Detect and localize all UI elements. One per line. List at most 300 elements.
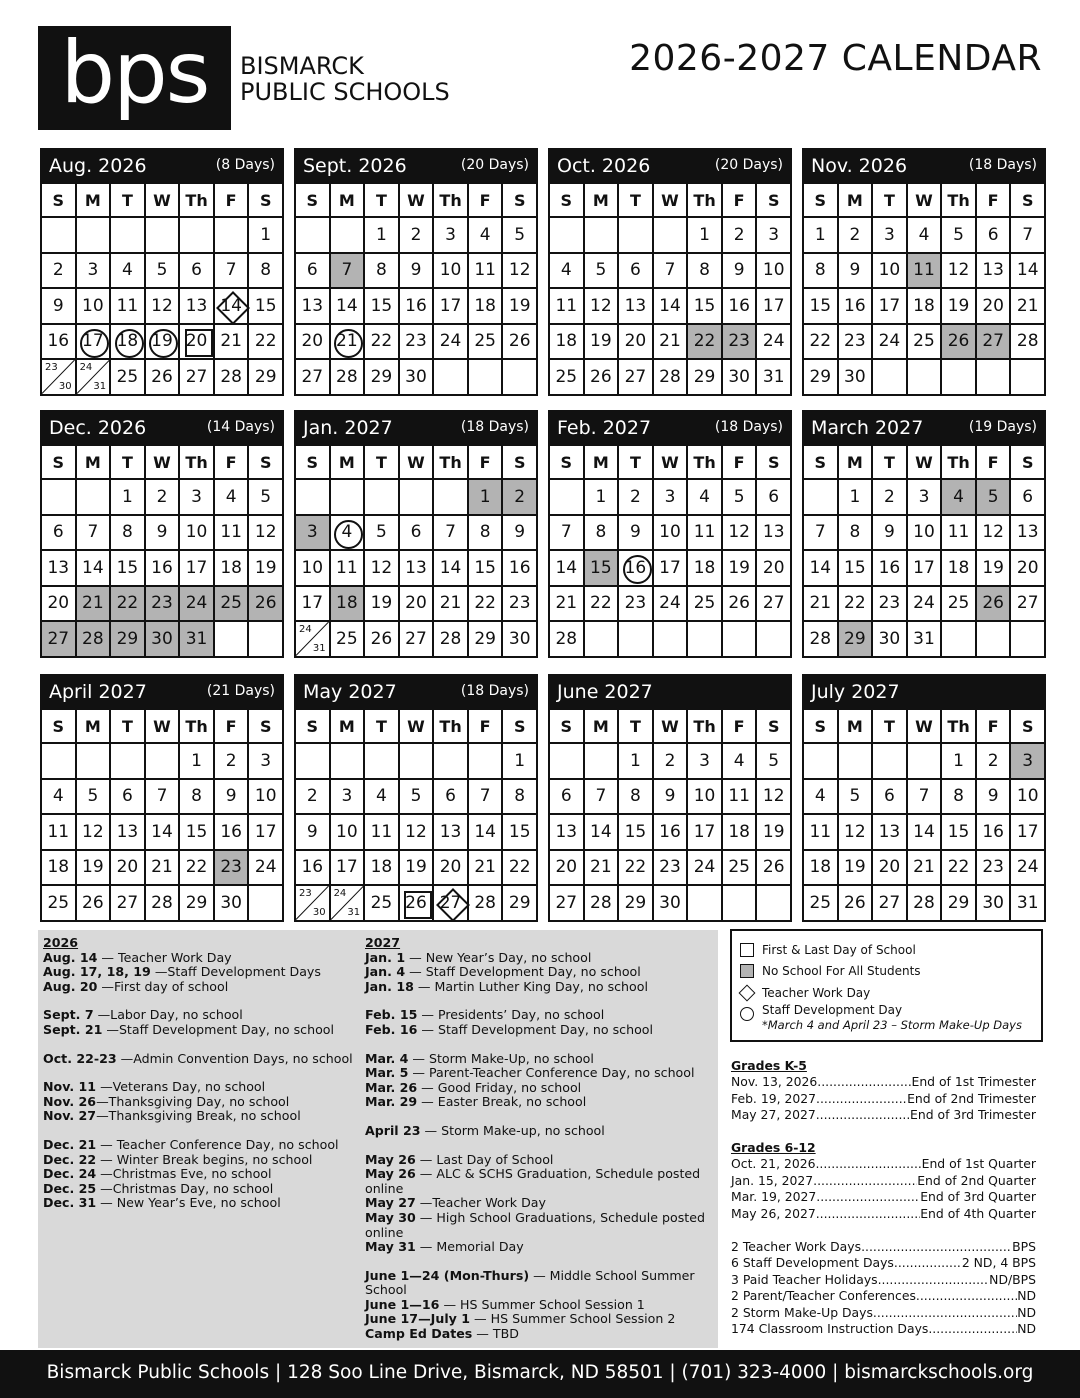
day-cell: 2 bbox=[215, 744, 250, 780]
event-date: Camp Ed Dates bbox=[365, 1326, 473, 1342]
dot-leader bbox=[873, 1305, 1017, 1321]
day-cell: 23 bbox=[873, 587, 908, 623]
day-cell: 24 bbox=[873, 325, 908, 361]
event-line bbox=[43, 1008, 363, 1023]
day-cell: 13 bbox=[42, 551, 77, 587]
day-cell: 27 bbox=[977, 325, 1012, 361]
day-cell: 27 bbox=[111, 886, 146, 922]
terms-label: End of 4th Quarter bbox=[920, 1205, 1036, 1221]
day-cell: 16 bbox=[619, 551, 654, 587]
day-cell: 1 bbox=[585, 480, 620, 516]
day-cell: 16 bbox=[42, 325, 77, 361]
day-cell: 10 bbox=[331, 815, 366, 851]
day-cell: 6 bbox=[977, 218, 1012, 254]
day-cell: 17 bbox=[180, 551, 215, 587]
empty-cell bbox=[331, 744, 366, 780]
day-cell: 5 bbox=[585, 254, 620, 290]
day-cell: 18 bbox=[42, 851, 77, 887]
weekday-header: Th bbox=[180, 710, 215, 744]
event-date: Dec. 21 bbox=[43, 1136, 97, 1152]
event-text: —Thanksgiving Day, no school bbox=[96, 1093, 290, 1109]
terms-label: End of 2nd Quarter bbox=[917, 1172, 1036, 1188]
month-name: May 2027 bbox=[303, 681, 397, 703]
empty-cell bbox=[434, 744, 469, 780]
empty-cell bbox=[434, 480, 469, 516]
month-header bbox=[548, 410, 792, 444]
day-cell: 11 bbox=[804, 815, 839, 851]
weekday-header: S bbox=[42, 184, 77, 218]
event-date: May 30 bbox=[365, 1209, 416, 1225]
day-cell: 22 bbox=[942, 851, 977, 887]
day-number: 31 bbox=[312, 642, 326, 654]
events-year: 2026 bbox=[43, 935, 79, 950]
spacer bbox=[43, 994, 363, 1008]
day-cell: 23 bbox=[839, 325, 874, 361]
weekday-header: F bbox=[215, 446, 250, 480]
day-cell: 8 bbox=[688, 254, 723, 290]
day-cell: 4 bbox=[331, 516, 366, 552]
event-date: Jan. 1 bbox=[365, 949, 406, 965]
day-cell: 20 bbox=[550, 851, 585, 887]
day-cell: 1 bbox=[180, 744, 215, 780]
terms-row bbox=[731, 1156, 1036, 1172]
weekday-header: T bbox=[873, 446, 908, 480]
spacer bbox=[365, 1255, 710, 1269]
day-cell: 22 bbox=[365, 325, 400, 361]
event-line bbox=[43, 951, 363, 966]
terms-label: BPS bbox=[1012, 1239, 1036, 1254]
empty-cell bbox=[977, 622, 1012, 658]
day-cell: 16 bbox=[146, 551, 181, 587]
event-line bbox=[43, 1167, 363, 1182]
event-text: — Staff Development Day, no school bbox=[405, 964, 641, 980]
event-line bbox=[365, 1095, 710, 1110]
day-cell: 7 bbox=[550, 516, 585, 552]
day-cell: 11 bbox=[908, 254, 943, 290]
month-header bbox=[294, 148, 538, 182]
day-cell: 7 bbox=[804, 516, 839, 552]
event-date: Nov. 11 bbox=[43, 1079, 97, 1095]
day-cell: 30 bbox=[977, 886, 1012, 922]
day-cell: 11 bbox=[365, 815, 400, 851]
event-line bbox=[365, 1196, 710, 1211]
terms-row bbox=[731, 1107, 1036, 1123]
day-cell: 12 bbox=[757, 780, 792, 816]
weekday-header: Th bbox=[688, 710, 723, 744]
event-line bbox=[365, 1298, 710, 1313]
gray-square-icon bbox=[740, 964, 754, 978]
day-cell: 12 bbox=[503, 254, 538, 290]
month-day-count: (19 Days) bbox=[968, 419, 1037, 435]
day-cell: 31 bbox=[180, 622, 215, 658]
weekday-header: M bbox=[77, 446, 112, 480]
day-cell: 7 bbox=[146, 780, 181, 816]
day-cell: 5 bbox=[839, 780, 874, 816]
terms-date: Mar. 19, 2027 bbox=[731, 1189, 817, 1205]
day-cell: 14 bbox=[585, 815, 620, 851]
event-line bbox=[365, 1153, 710, 1168]
page-title: 2026-2027 CALENDAR bbox=[629, 38, 1042, 79]
day-cell: 22 bbox=[619, 851, 654, 887]
event-date: May 31 bbox=[365, 1239, 416, 1255]
event-date: Mar. 29 bbox=[365, 1094, 418, 1110]
day-cell: 24 bbox=[757, 325, 792, 361]
day-cell: 27 bbox=[434, 886, 469, 922]
event-line bbox=[365, 1240, 710, 1255]
empty-cell bbox=[619, 622, 654, 658]
day-cell: 26 bbox=[839, 886, 874, 922]
day-cell: 6 bbox=[550, 780, 585, 816]
weekday-header: S bbox=[1011, 184, 1046, 218]
dot-leader bbox=[816, 1107, 910, 1123]
weekday-header: S bbox=[503, 446, 538, 480]
legend-note: *March 4 and April 23 – Storm Make-Up Days bbox=[762, 1017, 1022, 1032]
day-cell: 14 bbox=[146, 815, 181, 851]
terms-row bbox=[731, 1206, 1036, 1222]
day-cell: 21 bbox=[331, 325, 366, 361]
day-cell: 16 bbox=[839, 289, 874, 325]
day-cell: 13 bbox=[1011, 516, 1046, 552]
event-line bbox=[365, 1327, 710, 1342]
event-text: — Memorial Day bbox=[415, 1239, 524, 1255]
day-cell: 22 bbox=[839, 587, 874, 623]
day-cell: 7 bbox=[331, 254, 366, 290]
events-year: 2027 bbox=[365, 935, 401, 950]
day-cell: 31 bbox=[757, 360, 792, 396]
terms-date: 6 Staff Development Days bbox=[731, 1255, 894, 1271]
empty-cell bbox=[400, 744, 435, 780]
day-cell: 23 bbox=[400, 325, 435, 361]
empty-cell bbox=[688, 622, 723, 658]
day-cell: 24 bbox=[180, 587, 215, 623]
day-cell: 18 bbox=[365, 851, 400, 887]
month-grid bbox=[40, 708, 284, 922]
weekday-header: T bbox=[619, 710, 654, 744]
day-cell: 2 bbox=[839, 218, 874, 254]
day-cell: 23 bbox=[503, 587, 538, 623]
terms-label: End of 1st Trimester bbox=[911, 1074, 1036, 1090]
dot-leader bbox=[817, 1074, 911, 1090]
day-cell: 18 bbox=[111, 325, 146, 361]
day-cell: 6 bbox=[1011, 480, 1046, 516]
day-cell: 15 bbox=[942, 815, 977, 851]
day-cell: 9 bbox=[400, 254, 435, 290]
month-header bbox=[548, 674, 792, 708]
empty-cell bbox=[503, 360, 538, 396]
day-cell: 18 bbox=[331, 587, 366, 623]
day-cell: 20 bbox=[400, 587, 435, 623]
day-cell: 21 bbox=[1011, 289, 1046, 325]
day-cell: 26 bbox=[365, 622, 400, 658]
terms-row bbox=[731, 1239, 1036, 1255]
event-text: — Easter Break, no school bbox=[417, 1094, 587, 1110]
day-cell: 20 bbox=[111, 851, 146, 887]
day-cell: 8 bbox=[585, 516, 620, 552]
event-text: — Good Friday, no school bbox=[417, 1079, 582, 1095]
weekday-header: W bbox=[146, 184, 181, 218]
event-text: — Storm Make-up, no school bbox=[420, 1122, 605, 1138]
diamond-icon bbox=[739, 984, 756, 1001]
day-cell: 4 bbox=[42, 780, 77, 816]
empty-cell bbox=[908, 360, 943, 396]
weekday-header: Th bbox=[688, 184, 723, 218]
day-cell: 1 bbox=[839, 480, 874, 516]
day-cell: 30 bbox=[400, 360, 435, 396]
empty-cell bbox=[42, 218, 77, 254]
empty-cell bbox=[839, 744, 874, 780]
month-calendar bbox=[40, 410, 284, 658]
day-cell: 8 bbox=[942, 780, 977, 816]
day-cell: 2 bbox=[977, 744, 1012, 780]
day-cell: 9 bbox=[42, 289, 77, 325]
weekday-header: W bbox=[654, 710, 689, 744]
day-cell: 29 bbox=[503, 886, 538, 922]
weekday-header: M bbox=[839, 446, 874, 480]
day-cell: 14 bbox=[550, 551, 585, 587]
day-cell: 22 bbox=[688, 325, 723, 361]
day-cell: 6 bbox=[400, 516, 435, 552]
event-date: Oct. 22-23 bbox=[43, 1050, 117, 1066]
day-cell: 14 bbox=[77, 551, 112, 587]
event-line bbox=[365, 951, 710, 966]
terms-row bbox=[731, 1173, 1036, 1189]
day-cell: 26 bbox=[977, 587, 1012, 623]
day-cell: 31 bbox=[1011, 886, 1046, 922]
day-cell: 12 bbox=[146, 289, 181, 325]
day-cell: 25 bbox=[215, 587, 250, 623]
dot-leader bbox=[894, 1255, 962, 1271]
weekday-header: S bbox=[503, 710, 538, 744]
month-calendar bbox=[802, 148, 1046, 396]
terms-row bbox=[731, 1288, 1036, 1304]
empty-cell bbox=[296, 480, 331, 516]
square-icon bbox=[740, 943, 754, 957]
event-line bbox=[43, 1095, 363, 1110]
day-cell: 21 bbox=[804, 587, 839, 623]
weekday-header: Th bbox=[688, 446, 723, 480]
day-cell: 3 bbox=[180, 480, 215, 516]
day-cell: 28 bbox=[908, 886, 943, 922]
day-cell: 29 bbox=[365, 360, 400, 396]
day-cell: 23 bbox=[723, 325, 758, 361]
day-cell: 10 bbox=[873, 254, 908, 290]
legend bbox=[730, 929, 1043, 1042]
day-cell: 3 bbox=[249, 744, 284, 780]
day-cell: 25 bbox=[111, 360, 146, 396]
legend-no-school bbox=[740, 961, 1033, 983]
event-date: Sept. 7 bbox=[43, 1007, 94, 1023]
event-line bbox=[43, 1023, 363, 1038]
day-cell: 7 bbox=[585, 780, 620, 816]
day-cell: 12 bbox=[723, 516, 758, 552]
event-date: Mar. 5 bbox=[365, 1065, 409, 1081]
terms-label: End of 2nd Trimester bbox=[907, 1090, 1036, 1106]
day-cell: 8 bbox=[111, 516, 146, 552]
day-cell: 2 bbox=[503, 480, 538, 516]
event-line bbox=[43, 1153, 363, 1168]
day-cell: 28 bbox=[804, 622, 839, 658]
terms-date: 3 Paid Teacher Holidays bbox=[731, 1271, 878, 1287]
day-cell: 16 bbox=[503, 551, 538, 587]
day-cell: 17 bbox=[77, 325, 112, 361]
empty-cell bbox=[249, 622, 284, 658]
day-cell: 11 bbox=[723, 780, 758, 816]
day-number: 23 bbox=[45, 362, 58, 373]
day-cell: 1 bbox=[942, 744, 977, 780]
day-cell: 5 bbox=[77, 780, 112, 816]
legend-label: First & Last Day of School bbox=[762, 942, 916, 957]
empty-cell bbox=[469, 360, 504, 396]
terms-date: Nov. 13, 2026 bbox=[731, 1074, 818, 1090]
day-number: 30 bbox=[312, 906, 326, 918]
day-cell: 17 bbox=[757, 289, 792, 325]
month-day-count: (21 Days) bbox=[206, 683, 275, 699]
event-line bbox=[43, 1080, 363, 1095]
day-cell: 6 bbox=[42, 516, 77, 552]
empty-cell bbox=[365, 744, 400, 780]
day-cell: 7 bbox=[469, 780, 504, 816]
day-cell: 18 bbox=[550, 325, 585, 361]
day-cell: 3 bbox=[331, 780, 366, 816]
day-cell: 14 bbox=[908, 815, 943, 851]
event-line bbox=[365, 1124, 710, 1139]
day-cell: 24 bbox=[249, 851, 284, 887]
month-name: Oct. 2026 bbox=[557, 155, 651, 177]
legend-staff-dev bbox=[740, 1003, 1033, 1032]
day-cell: 26 bbox=[146, 360, 181, 396]
day-cell: 30 bbox=[503, 622, 538, 658]
day-cell: 29 bbox=[839, 622, 874, 658]
weekday-header: T bbox=[619, 184, 654, 218]
weekday-header: F bbox=[215, 184, 250, 218]
event-date: May 27 bbox=[365, 1195, 416, 1211]
day-cell: 13 bbox=[873, 815, 908, 851]
event-date: Nov. 27 bbox=[43, 1108, 97, 1124]
month-grid bbox=[548, 444, 792, 658]
month-header bbox=[548, 148, 792, 182]
day-cell: 20 bbox=[619, 325, 654, 361]
day-cell: 7 bbox=[77, 516, 112, 552]
weekday-header: Th bbox=[434, 446, 469, 480]
split-day-cell bbox=[77, 360, 112, 396]
day-cell: 19 bbox=[839, 851, 874, 887]
day-cell: 28 bbox=[550, 622, 585, 658]
day-cell: 9 bbox=[215, 780, 250, 816]
day-cell: 18 bbox=[908, 289, 943, 325]
day-cell: 6 bbox=[873, 780, 908, 816]
day-cell: 19 bbox=[77, 851, 112, 887]
weekday-header: F bbox=[977, 184, 1012, 218]
day-cell: 15 bbox=[180, 815, 215, 851]
day-cell: 21 bbox=[146, 851, 181, 887]
day-cell: 18 bbox=[723, 815, 758, 851]
day-cell: 27 bbox=[757, 587, 792, 623]
weekday-header: F bbox=[469, 710, 504, 744]
day-cell: 25 bbox=[688, 587, 723, 623]
empty-cell bbox=[365, 480, 400, 516]
day-cell: 2 bbox=[400, 218, 435, 254]
event-line bbox=[365, 1052, 710, 1067]
month-grid bbox=[802, 444, 1046, 658]
event-date: Jan. 4 bbox=[365, 964, 406, 980]
event-line bbox=[365, 1023, 710, 1038]
month-grid bbox=[294, 708, 538, 922]
day-cell: 12 bbox=[942, 254, 977, 290]
day-cell: 2 bbox=[619, 480, 654, 516]
weekday-header: W bbox=[400, 710, 435, 744]
day-cell: 3 bbox=[434, 218, 469, 254]
weekday-header: Th bbox=[942, 184, 977, 218]
event-date: Feb. 16 bbox=[365, 1021, 418, 1037]
dot-leader bbox=[815, 1156, 921, 1172]
weekday-header: S bbox=[550, 710, 585, 744]
day-cell: 21 bbox=[215, 325, 250, 361]
day-cell: 25 bbox=[908, 325, 943, 361]
day-cell: 3 bbox=[757, 218, 792, 254]
month-day-count: (20 Days) bbox=[714, 157, 783, 173]
day-cell: 12 bbox=[400, 815, 435, 851]
month-day-count: (18 Days) bbox=[714, 419, 783, 435]
month-name: June 2027 bbox=[557, 681, 653, 703]
terms-date: 2 Storm Make-Up Days bbox=[731, 1304, 873, 1320]
month-calendar bbox=[548, 674, 792, 922]
event-date: May 26 bbox=[365, 1166, 416, 1182]
empty-cell bbox=[400, 480, 435, 516]
day-cell: 10 bbox=[77, 289, 112, 325]
weekday-header: T bbox=[111, 184, 146, 218]
month-name: Jan. 2027 bbox=[303, 417, 393, 439]
day-cell: 8 bbox=[469, 516, 504, 552]
day-cell: 3 bbox=[908, 480, 943, 516]
empty-cell bbox=[331, 218, 366, 254]
day-cell: 19 bbox=[400, 851, 435, 887]
weekday-header: S bbox=[42, 710, 77, 744]
day-cell: 23 bbox=[654, 851, 689, 887]
weekday-header: S bbox=[249, 184, 284, 218]
month-name: Feb. 2027 bbox=[557, 417, 652, 439]
day-cell: 6 bbox=[434, 780, 469, 816]
day-cell: 17 bbox=[1011, 815, 1046, 851]
month-day-count: (18 Days) bbox=[460, 683, 529, 699]
empty-cell bbox=[77, 480, 112, 516]
day-cell: 28 bbox=[215, 360, 250, 396]
day-number: 23 bbox=[299, 888, 312, 899]
terms-row bbox=[731, 1305, 1036, 1321]
empty-cell bbox=[42, 744, 77, 780]
month-grid bbox=[548, 708, 792, 922]
day-cell: 27 bbox=[42, 622, 77, 658]
event-line bbox=[365, 1312, 710, 1327]
weekday-header: M bbox=[77, 710, 112, 744]
weekday-header: W bbox=[146, 446, 181, 480]
legend-label: Staff Development Day bbox=[762, 1003, 903, 1018]
event-date: June 1—24 (Mon-Thurs) bbox=[365, 1267, 530, 1283]
days-summary bbox=[731, 1239, 1036, 1337]
event-text: —Christmas Eve, no school bbox=[96, 1166, 272, 1182]
day-cell: 22 bbox=[249, 325, 284, 361]
weekday-header: M bbox=[331, 710, 366, 744]
weekday-header: Th bbox=[434, 184, 469, 218]
day-cell: 24 bbox=[434, 325, 469, 361]
day-cell: 16 bbox=[723, 289, 758, 325]
day-cell: 3 bbox=[1011, 744, 1046, 780]
day-cell: 8 bbox=[839, 516, 874, 552]
day-cell: 9 bbox=[503, 516, 538, 552]
month-calendar bbox=[548, 148, 792, 396]
day-cell: 21 bbox=[908, 851, 943, 887]
empty-cell bbox=[688, 886, 723, 922]
day-cell: 17 bbox=[688, 815, 723, 851]
